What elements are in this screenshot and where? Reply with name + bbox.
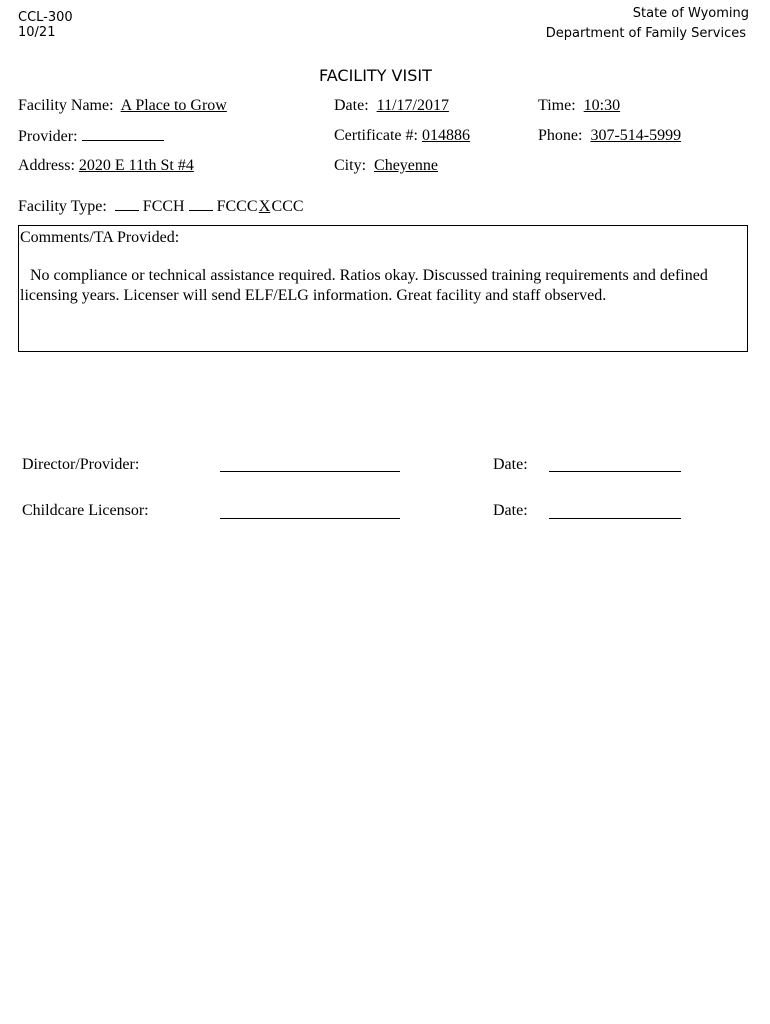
licensor-date-label: Date:	[493, 502, 528, 519]
address-label: Address:	[18, 157, 75, 174]
phone-label: Phone:	[538, 127, 583, 144]
comments-text: No compliance or technical assistance required. Ratios okay. Discussed training requirements and defined licensing years. Licenser will send ELF/ELG information. Great facility and staff observed.	[20, 267, 708, 304]
time-field	[538, 96, 620, 116]
page-title: FACILITY VISIT	[319, 66, 432, 85]
facility-type-label: Facility Type:	[18, 198, 107, 215]
facility-type-option-fcch: FCCH	[142, 198, 185, 215]
agency-state: State of Wyoming	[632, 6, 749, 21]
form-id: CCL-300	[18, 10, 73, 25]
facility-name-label: Facility Name:	[18, 97, 114, 114]
facility-type-mark-ccc: X	[258, 198, 271, 215]
facility-name-field	[18, 96, 227, 116]
facility-type-option-ccc: CCC	[271, 198, 304, 215]
provider-value	[82, 126, 164, 141]
time-label: Time:	[538, 97, 576, 114]
city-label: City:	[334, 157, 367, 174]
provider-label: Provider:	[18, 128, 78, 145]
provider-field	[18, 126, 164, 147]
facility-type-option-fccc: FCCC	[216, 198, 258, 215]
facility-type-mark-fcch	[115, 196, 139, 211]
director-signature-line[interactable]	[220, 471, 400, 472]
comments-box	[18, 225, 748, 352]
director-date-label: Date:	[493, 456, 528, 473]
certificate-label: Certificate #:	[334, 127, 418, 144]
city-value: Cheyenne	[374, 157, 438, 174]
agency-department: Department of Family Services	[545, 26, 746, 41]
director-date-line[interactable]	[549, 471, 681, 472]
phone-field	[538, 126, 681, 146]
director-label: Director/Provider:	[22, 456, 140, 473]
date-field	[334, 96, 449, 116]
date-label: Date:	[334, 97, 369, 114]
time-value: 10:30	[583, 97, 621, 114]
facility-type-mark-fccc	[189, 196, 213, 211]
certificate-value: 014886	[421, 127, 470, 144]
address-value: 2020 E 11th St #4	[78, 157, 194, 174]
date-value: 11/17/2017	[376, 97, 449, 114]
licensor-label: Childcare Licensor:	[22, 502, 149, 519]
address-field	[18, 156, 194, 176]
facility-name-value: A Place to Grow	[120, 97, 227, 114]
comments-label: Comments/TA Provided:	[20, 229, 180, 246]
facility-type-field	[18, 196, 304, 217]
phone-value: 307-514-5999	[590, 127, 682, 144]
form-date: 10/21	[18, 25, 56, 40]
certificate-field	[334, 126, 470, 146]
licensor-signature-line[interactable]	[220, 518, 400, 519]
licensor-date-line[interactable]	[549, 518, 681, 519]
city-field	[334, 156, 438, 176]
